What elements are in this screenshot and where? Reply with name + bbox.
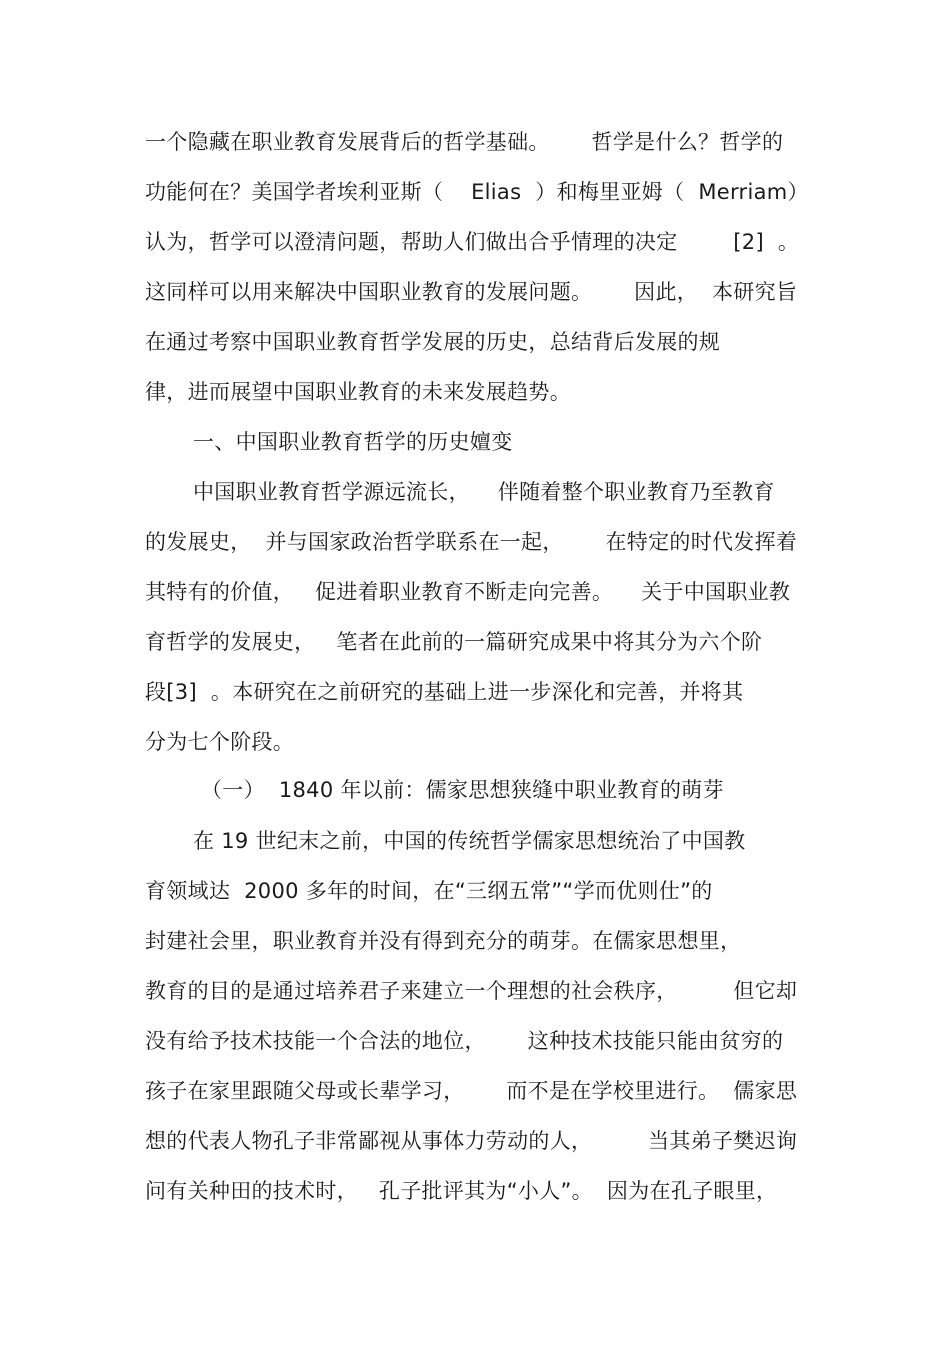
text-line: 的发展史， 并与国家政治哲学联系在一起， 在特定的时代发挥着 (145, 530, 798, 554)
text-line: 段[3] 。本研究在之前研究的基础上进一步深化和完善，并将其 (145, 680, 744, 704)
text-line: 育领域达 2000 多年的时间，在“三纲五常”“学而优则仕”的 (145, 879, 713, 903)
text-line: 想的代表人物孔子非常鄙视从事体力劳动的人， 当其弟子樊迟询 (145, 1129, 798, 1153)
text-line: 孩子在家里跟随父母或长辈学习， 而不是在学校里进行。 儒家思 (145, 1079, 798, 1103)
text-line: 育哲学的发展史， 笔者在此前的一篇研究成果中将其分为六个阶 (145, 630, 763, 654)
text-line: 认为，哲学可以澄清问题，帮助人们做出合乎情理的决定 [2] 。 (145, 230, 800, 254)
text-line: 律，进而展望中国职业教育的未来发展趋势。 (145, 380, 571, 404)
text-line: 在 19 世纪末之前，中国的传统哲学儒家思想统治了中国教 (193, 829, 746, 853)
text-line: 其特有的价值， 促进着职业教育不断走向完善。 关于中国职业教 (145, 580, 791, 604)
text-line: 这同样可以用来解决中国职业教育的发展问题。 因此， 本研究旨 (145, 280, 798, 304)
text-line: 一个隐藏在职业教育发展背后的哲学基础。 哲学是什么？哲学的 (145, 130, 784, 154)
section-heading: 一、中国职业教育哲学的历史嬗变 (193, 430, 513, 454)
text-line: 在通过考察中国职业教育哲学发展的历史，总结背后发展的规 (145, 330, 721, 354)
subsection-heading: （一） 1840 年以前：儒家思想狭缝中职业教育的萌芽 (201, 778, 724, 802)
text-line: 分为七个阶段。 (145, 730, 295, 754)
text-line: 问有关种田的技术时， 孔子批评其为“小人”。 因为在孔子眼里， (145, 1179, 778, 1203)
text-line: 功能何在？美国学者埃利亚斯（ Elias ）和梅里亚姆（ Merriam） (145, 180, 809, 204)
text-line: 没有给予技术技能一个合法的地位， 这种技术技能只能由贫穷的 (145, 1029, 784, 1053)
text-line: 中国职业教育哲学源远流长， 伴随着整个职业教育乃至教育 (193, 480, 775, 504)
text-line: 封建社会里，职业教育并没有得到充分的萌芽。在儒家思想里， (145, 929, 742, 953)
text-line: 教育的目的是通过培养君子来建立一个理想的社会秩序， 但它却 (145, 979, 798, 1003)
